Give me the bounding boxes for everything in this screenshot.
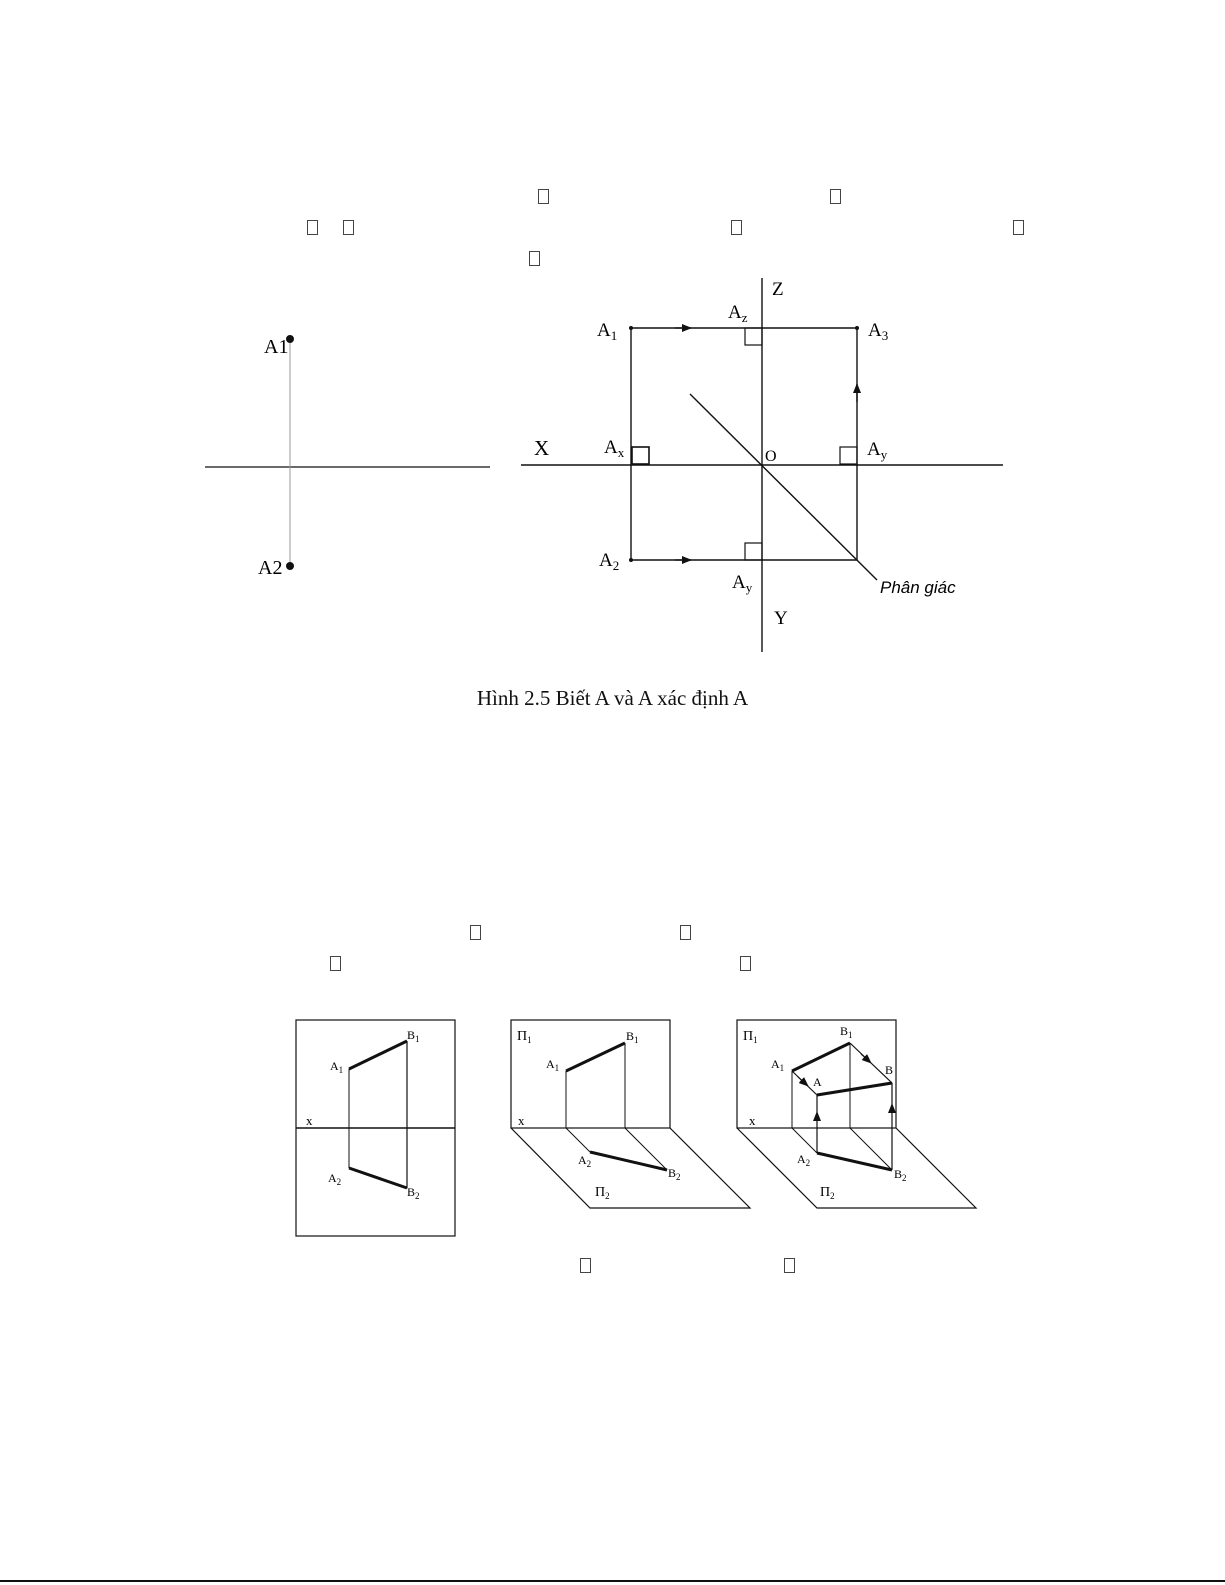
label-ay-vertical: $A_y$ — [732, 572, 753, 595]
point-a2 — [287, 563, 294, 570]
fig26-panel-1 — [296, 1020, 455, 1236]
label-ax: $A_x$ — [604, 437, 625, 460]
label-a1: $A_1$ — [771, 1057, 785, 1073]
label-ay-horizontal: $A_y$ — [867, 439, 888, 462]
label-a2: $A_2$ — [797, 1152, 811, 1168]
right-angle-mark — [632, 447, 649, 464]
bisector-line — [690, 394, 877, 580]
label-pi2: $\Pi_2$ — [820, 1185, 835, 1201]
right-angle-mark — [840, 447, 857, 464]
label-a3: $A_3$ — [868, 320, 889, 343]
right-angle-mark — [745, 543, 762, 560]
label-a2: $A_2$ — [578, 1153, 592, 1169]
label-a2: $A_2$ — [328, 1171, 342, 1187]
figure-caption: Hình 2.5 Biết A và A xác định A — [476, 686, 749, 710]
label-a1: $A_1$ — [330, 1059, 344, 1075]
fig26-panel-3 — [737, 1020, 976, 1208]
label-pi1: $\Pi_1$ — [517, 1029, 532, 1045]
label-y: Y — [774, 608, 788, 629]
label-x: X — [534, 436, 550, 460]
label-b2: $B_2$ — [668, 1166, 681, 1182]
right-angle-mark — [745, 328, 762, 345]
label-pi1: $\Pi_1$ — [743, 1029, 758, 1045]
label-x: x — [749, 1113, 756, 1128]
label-a2: $A_2$ — [599, 550, 620, 573]
label-o: O — [765, 448, 777, 465]
label-pi2: $\Pi_2$ — [595, 1185, 610, 1201]
page-bottom-rule — [0, 1580, 1225, 1582]
fig26-panel-2 — [511, 1020, 750, 1208]
label-b2: $B_2$ — [894, 1167, 907, 1183]
label-a2: A2 — [258, 557, 283, 579]
label-z: Z — [772, 279, 784, 300]
label-x: x — [306, 1113, 313, 1128]
label-x: x — [518, 1113, 525, 1128]
label-a1: A1 — [264, 336, 289, 358]
label-b1: $B_1$ — [626, 1029, 639, 1045]
label-bisector: Phân giác — [880, 578, 956, 597]
label-a: A — [813, 1075, 822, 1089]
label-b1: $B_1$ — [840, 1024, 853, 1040]
label-b1: $B_1$ — [407, 1028, 420, 1044]
label-az: $A_z$ — [728, 302, 748, 325]
label-a1: $A_1$ — [597, 320, 618, 343]
label-a1: $A_1$ — [546, 1057, 560, 1073]
label-b2: $B_2$ — [407, 1185, 420, 1201]
fig25-left — [205, 336, 490, 570]
label-b: B — [885, 1063, 894, 1077]
